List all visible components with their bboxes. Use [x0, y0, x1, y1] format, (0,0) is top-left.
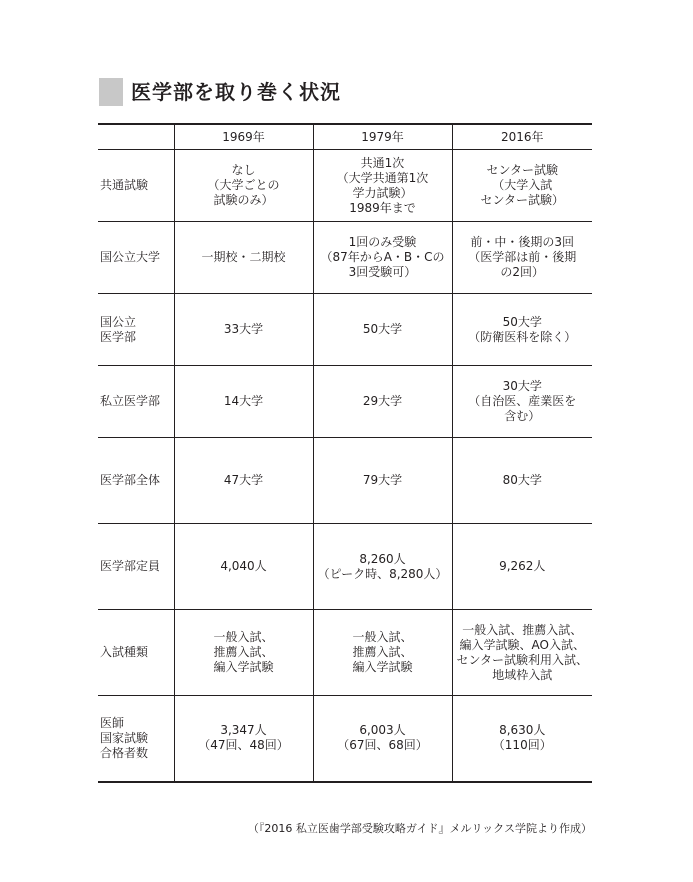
cell-line: 80大学 — [502, 473, 542, 487]
table-cell — [174, 222, 313, 294]
cell-line: （医学部は前・後期 — [468, 250, 577, 264]
cell-line: センター試験 — [486, 163, 559, 177]
header-year-2016: 2016年 — [452, 124, 592, 150]
table-body — [98, 150, 592, 782]
cell-line: 推薦入試、 — [352, 645, 413, 659]
cell-line: 3,347人 — [220, 723, 267, 738]
cell-line: （110回） — [492, 738, 552, 753]
table-cell — [313, 150, 452, 222]
table-cell — [174, 150, 313, 222]
table-cell — [313, 222, 452, 294]
row-label — [98, 610, 174, 696]
table-cell — [313, 524, 452, 610]
cell-line: 8,260人 — [359, 551, 406, 566]
table-cell — [452, 438, 592, 524]
cell-line: の2回） — [500, 265, 545, 279]
cell-line: （87年からA・B・Cの — [320, 250, 445, 264]
cell-line: 前・中・後期の3回 — [470, 235, 575, 249]
cell-line: （67回、68回） — [337, 738, 428, 753]
cell-line: 編入学試験、AO入試、 — [459, 637, 585, 652]
table-row — [98, 696, 592, 782]
table-cell — [174, 294, 313, 366]
cell-line: （ピーク時、8,280人） — [317, 566, 448, 581]
row-label — [98, 150, 174, 222]
cell-line: センター試験） — [480, 193, 565, 207]
row-label — [98, 696, 174, 782]
cell-line: （大学入試 — [492, 178, 553, 192]
table-cell — [313, 294, 452, 366]
row-label-line: 共通試験 — [100, 178, 149, 192]
cell-line: 3回受験可） — [348, 265, 417, 279]
cell-line: （防衛医科を除く） — [468, 329, 577, 344]
cell-line: 1回のみ受験 — [348, 235, 417, 249]
cell-line: 29大学 — [362, 394, 403, 408]
table-row — [98, 438, 592, 524]
row-label-line: 国公立大学 — [100, 250, 161, 264]
source-note: （『2016 私立医歯学部受験攻略ガイド』メルリックス学院より作成） — [247, 822, 592, 835]
cell-line: 学力試験） — [352, 185, 413, 200]
row-label-line: 国家試験 — [100, 730, 149, 745]
cell-line: （大学共通第1次 — [336, 170, 429, 185]
cell-line: （47回、48回） — [198, 738, 289, 753]
title-marker — [99, 78, 123, 106]
table-cell — [174, 610, 313, 696]
table-cell — [452, 696, 592, 782]
table-cell — [452, 150, 592, 222]
cell-line: 50大学 — [502, 314, 542, 329]
cell-line: 地域枠入試 — [492, 667, 553, 682]
cell-line: 79大学 — [362, 473, 403, 487]
table-cell — [313, 696, 452, 782]
cell-line: （大学ごとの — [207, 178, 280, 192]
table-row — [98, 294, 592, 366]
cell-line: 8,630人 — [499, 723, 546, 738]
row-label-line: 合格者数 — [100, 745, 149, 760]
table-cell — [452, 610, 592, 696]
cell-line: 30大学 — [502, 379, 542, 393]
table-row — [98, 222, 592, 294]
page-title: 医学部を取り巻く状況 — [131, 80, 341, 104]
cell-line: 共通1次 — [360, 155, 405, 170]
cell-line: 編入学試験 — [213, 660, 274, 674]
row-label — [98, 366, 174, 438]
row-label-line: 医学部 — [100, 329, 137, 344]
cell-line: 4,040人 — [220, 559, 267, 573]
cell-line: 14大学 — [223, 394, 264, 408]
cell-line: 1989年まで — [349, 200, 416, 215]
cell-line: 50大学 — [362, 322, 403, 336]
cell-line: 9,262人 — [499, 559, 546, 573]
row-label-line: 医学部全体 — [100, 473, 161, 487]
table-cell — [452, 222, 592, 294]
section-title — [99, 78, 341, 106]
header-year-1979: 1979年 — [313, 124, 452, 150]
row-label-line: 私立医学部 — [100, 394, 161, 408]
cell-line: （自治医、産業医を — [468, 394, 577, 408]
row-label — [98, 438, 174, 524]
row-label — [98, 294, 174, 366]
header-year-1969: 1969年 — [174, 124, 313, 150]
cell-line: 含む） — [504, 409, 541, 423]
cell-line: 推薦入試、 — [213, 645, 274, 659]
table-row — [98, 610, 592, 696]
table-cell — [313, 610, 452, 696]
row-label — [98, 524, 174, 610]
table-cell — [174, 438, 313, 524]
table-row — [98, 366, 592, 438]
table-cell — [452, 524, 592, 610]
table-cell — [452, 294, 592, 366]
row-label-line: 国公立 — [100, 314, 137, 329]
table-header-row — [98, 124, 592, 150]
cell-line: なし — [231, 163, 256, 177]
row-label-line: 医師 — [100, 715, 125, 730]
table-cell — [313, 366, 452, 438]
cell-line: センター試験利用入試、 — [456, 652, 589, 667]
cell-line: 6,003人 — [359, 723, 406, 738]
row-label — [98, 222, 174, 294]
table-row — [98, 524, 592, 610]
row-label-line: 入試種類 — [100, 645, 149, 659]
table-cell — [174, 366, 313, 438]
table-cell — [174, 524, 313, 610]
cell-line: 一期校・二期校 — [201, 250, 286, 264]
row-label-line: 医学部定員 — [100, 559, 161, 573]
cell-line: 33大学 — [223, 322, 264, 336]
cell-line: 試験のみ） — [213, 193, 274, 207]
table-cell — [174, 696, 313, 782]
cell-line: 編入学試験 — [352, 660, 413, 674]
header-corner-cell — [98, 124, 174, 150]
cell-line: 一般入試、 — [352, 630, 413, 644]
table-cell — [313, 438, 452, 524]
comparison-table — [98, 123, 592, 783]
table-row — [98, 150, 592, 222]
table-cell — [452, 366, 592, 438]
cell-line: 47大学 — [223, 473, 264, 487]
cell-line: 一般入試、推薦入試、 — [462, 622, 583, 637]
cell-line: 一般入試、 — [213, 630, 274, 644]
